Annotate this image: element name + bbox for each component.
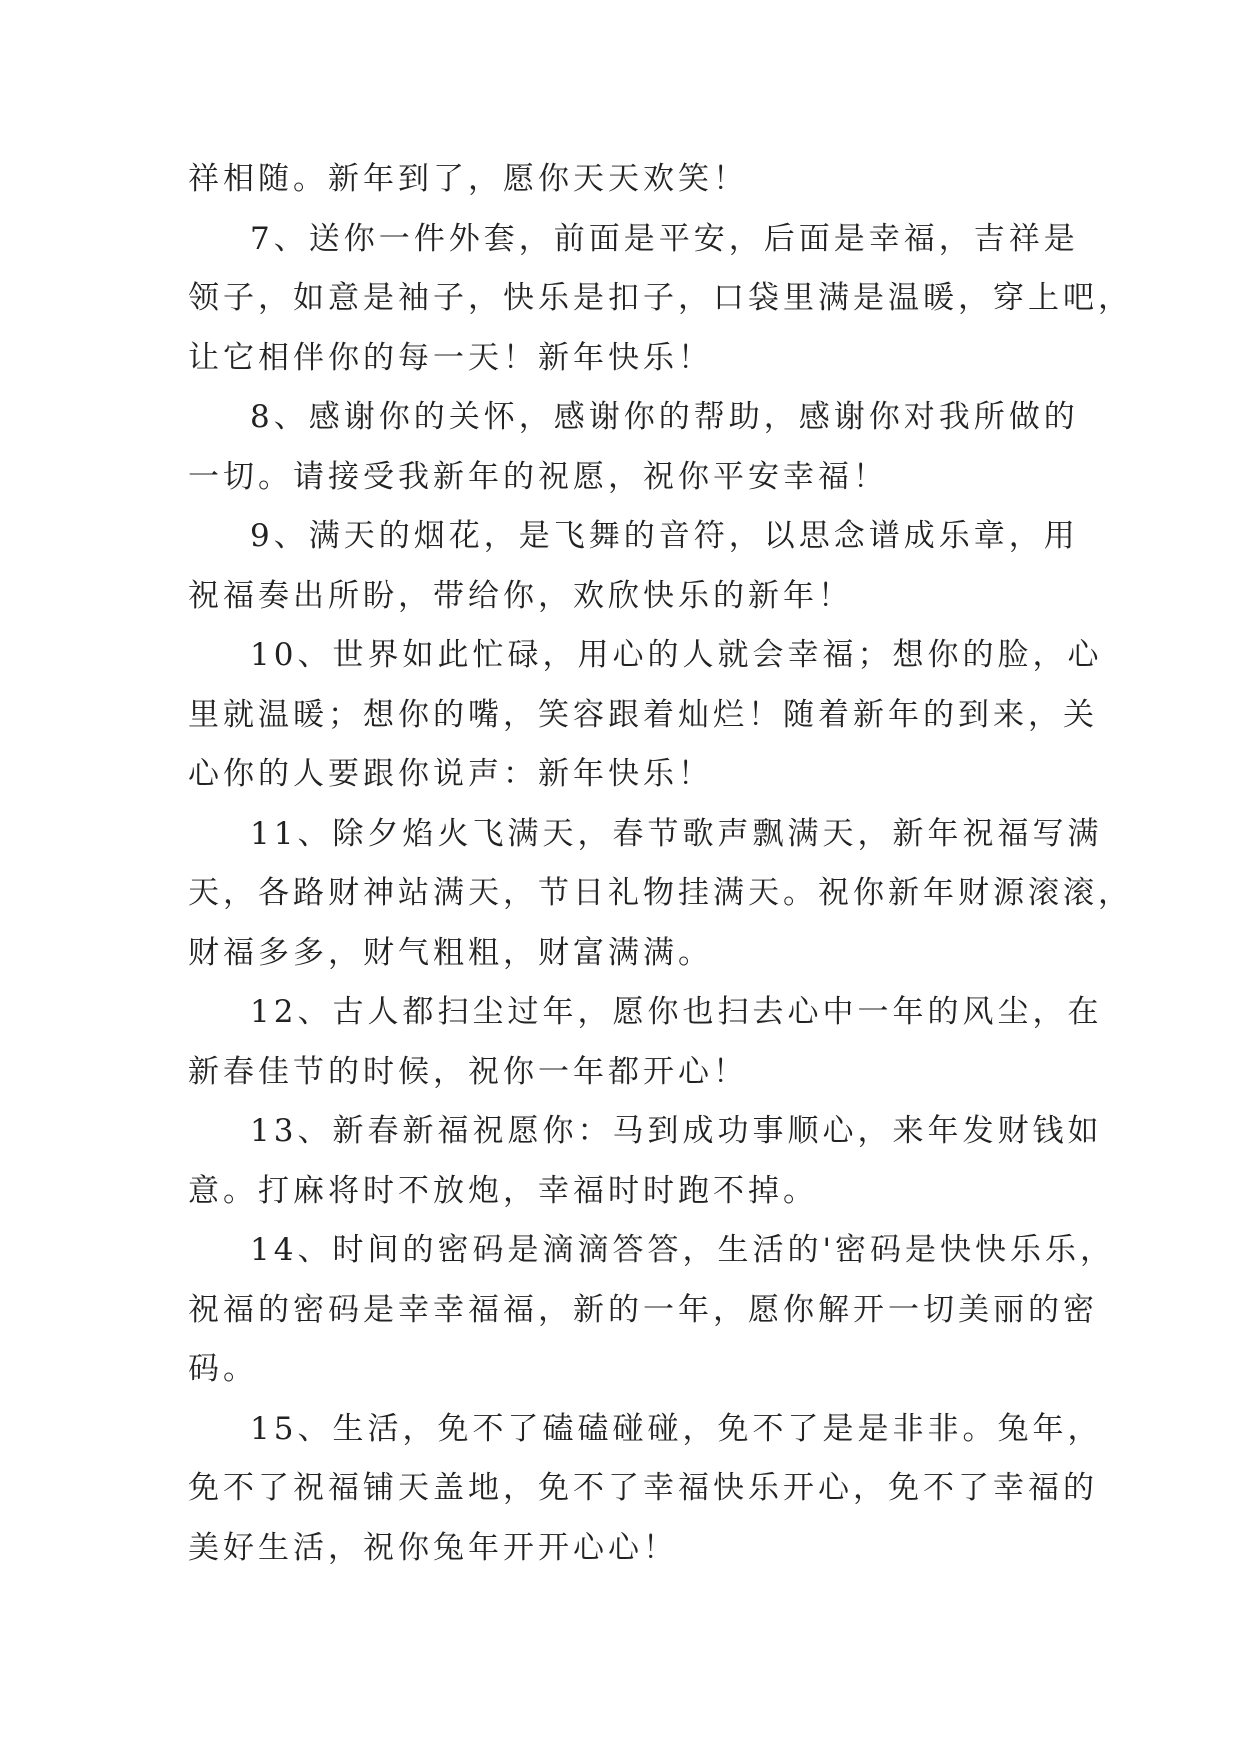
text-line: 码。 xyxy=(188,1351,258,1387)
greeting-paragraph xyxy=(188,388,1079,507)
continued-paragraph xyxy=(188,150,1068,210)
greeting-paragraph xyxy=(188,626,1103,805)
text-line: 12、古人都扫尘过年，愿你也扫去心中一年的风尘，在 xyxy=(250,994,1103,1030)
text-line: 11、除夕焰火飞满天，春节歌声飘满天，新年祝福写满 xyxy=(250,815,1103,852)
text-line: 7、送你一件外套，前面是平安，后面是幸福，吉祥是 xyxy=(250,220,1079,257)
text-line: 8、感谢你的关怀，感谢你的帮助，感谢你对我所做的 xyxy=(250,399,1079,435)
text-line: 13、新春新福祝愿你：马到成功事顺心，来年发财钱如 xyxy=(250,1113,1103,1149)
greeting-paragraph xyxy=(188,1400,1103,1579)
text-line: 祥相随。新年到了，愿你天天欢笑！ xyxy=(188,161,748,197)
text-line: 美好生活，祝你兔年开开心心！ xyxy=(188,1529,678,1566)
greeting-paragraph xyxy=(188,210,1133,389)
text-line: 一切。请接受我新年的祝愿，祝你平安幸福！ xyxy=(188,458,888,495)
greeting-paragraph xyxy=(188,1102,1103,1221)
text-line: 祝福奏出所盼，带给你，欢欣快乐的新年！ xyxy=(188,577,853,614)
text-line: 领子，如意是袖子，快乐是扣子，口袋里满是温暖，穿上吧， xyxy=(188,280,1133,316)
text-line: 里就温暖；想你的嘴，笑容跟着灿烂！随着新年的到来，关 xyxy=(188,696,1098,733)
text-line: 财福多多，财气粗粗，财富满满。 xyxy=(188,934,713,971)
text-line: 新春佳节的时候，祝你一年都开心！ xyxy=(188,1053,748,1090)
text-line: 祝福的密码是幸幸福福，新的一年，愿你解开一切美丽的密 xyxy=(188,1291,1098,1328)
document-body xyxy=(188,150,1133,1578)
greeting-paragraph xyxy=(188,805,1133,984)
text-line: 15、生活，免不了磕磕碰碰，免不了是是非非。兔年， xyxy=(250,1410,1103,1447)
text-line: 9、满天的烟花，是飞舞的音符，以思念谱成乐章，用 xyxy=(250,518,1079,554)
greeting-paragraph xyxy=(188,507,1079,626)
text-line: 免不了祝福铺天盖地，免不了幸福快乐开心，免不了幸福的 xyxy=(188,1470,1098,1506)
text-line: 天，各路财神站满天，节日礼物挂满天。祝你新年财源滚滚， xyxy=(188,875,1133,911)
greeting-paragraph xyxy=(188,983,1103,1102)
text-line: 14、时间的密码是滴滴答答，生活的'密码是快快乐乐， xyxy=(250,1232,1115,1268)
text-line: 心你的人要跟你说声：新年快乐！ xyxy=(188,756,713,792)
text-line: 10、世界如此忙碌，用心的人就会幸福；想你的脸，心 xyxy=(250,637,1103,673)
text-line: 让它相伴你的每一天！新年快乐！ xyxy=(188,339,713,376)
text-line: 意。打麻将时不放炮，幸福时时跑不掉。 xyxy=(188,1172,818,1209)
greeting-paragraph xyxy=(188,1221,1115,1400)
